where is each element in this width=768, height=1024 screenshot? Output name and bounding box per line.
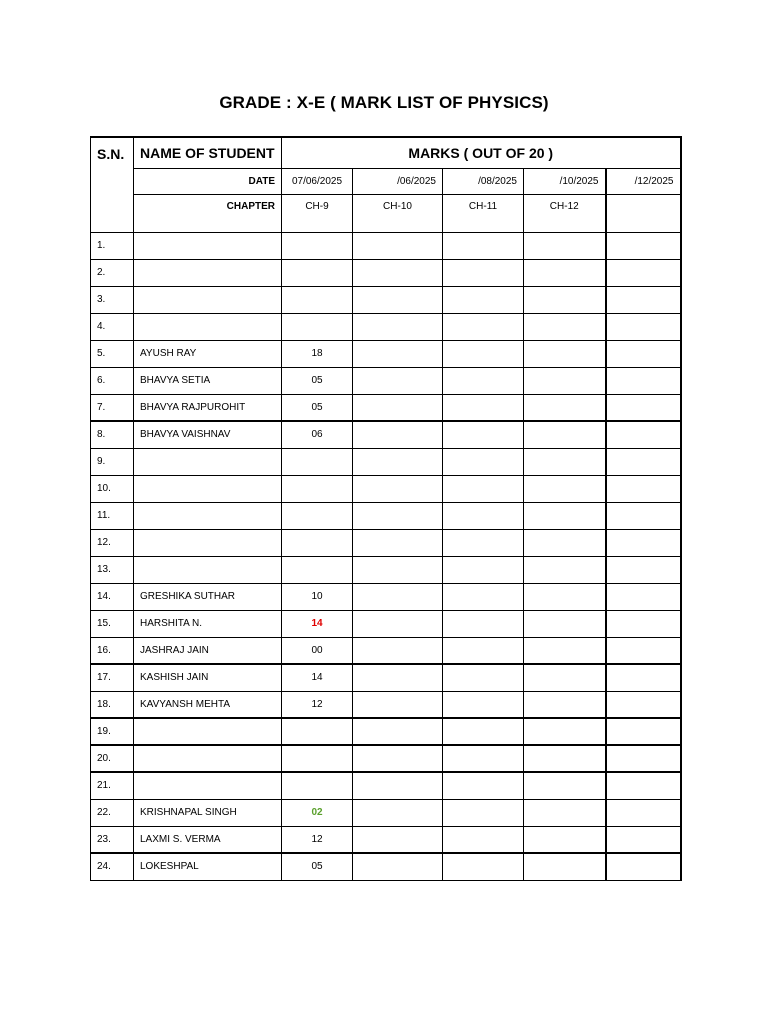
mark-cell[interactable]: 05	[282, 367, 353, 394]
mark-cell[interactable]	[282, 502, 353, 529]
table-row	[91, 853, 681, 880]
mark-cell[interactable]	[524, 556, 606, 583]
student-name-cell[interactable]: LOKESHPAL	[134, 853, 282, 880]
sn-cell: 8.	[91, 421, 134, 448]
mark-cell[interactable]	[353, 286, 443, 313]
table-row	[91, 529, 681, 556]
mark-cell[interactable]	[606, 340, 681, 367]
mark-cell[interactable]	[353, 853, 443, 880]
mark-cell[interactable]	[353, 664, 443, 691]
mark-cell[interactable]	[606, 367, 681, 394]
mark-cell[interactable]	[443, 232, 524, 259]
mark-cell[interactable]	[524, 529, 606, 556]
mark-cell[interactable]	[353, 772, 443, 799]
mark-cell[interactable]: 12	[282, 826, 353, 853]
sn-cell: 21.	[91, 772, 134, 799]
mark-cell[interactable]	[353, 799, 443, 826]
mark-cell[interactable]	[606, 475, 681, 502]
mark-cell[interactable]	[606, 664, 681, 691]
page-title: GRADE : X-E ( MARK LIST OF PHYSICS)	[219, 93, 549, 112]
table-row	[91, 502, 681, 529]
mark-cell[interactable]	[524, 448, 606, 475]
mark-cell[interactable]	[353, 637, 443, 664]
mark-cell[interactable]: 12	[282, 691, 353, 718]
table-row	[91, 421, 681, 448]
mark-cell[interactable]	[524, 718, 606, 745]
table-row	[91, 637, 681, 664]
mark-cell[interactable]	[443, 529, 524, 556]
name-header: NAME OF STUDENT	[134, 137, 282, 168]
sn-cell: 4.	[91, 313, 134, 340]
mark-cell[interactable]: 18	[282, 340, 353, 367]
student-name-cell[interactable]	[134, 718, 282, 745]
mark-cell[interactable]	[353, 448, 443, 475]
mark-cell[interactable]	[282, 475, 353, 502]
student-name-cell[interactable]: JASHRAJ JAIN	[134, 637, 282, 664]
student-name-cell[interactable]	[134, 448, 282, 475]
header-row	[91, 137, 681, 168]
date-cell[interactable]: /08/2025	[443, 168, 524, 194]
mark-cell[interactable]	[282, 718, 353, 745]
date-label: DATE	[134, 168, 282, 194]
student-name-cell[interactable]	[134, 772, 282, 799]
mark-cell[interactable]	[443, 853, 524, 880]
sn-cell: 3.	[91, 286, 134, 313]
sn-cell: 6.	[91, 367, 134, 394]
student-name-cell[interactable]	[134, 259, 282, 286]
mark-cell[interactable]	[353, 367, 443, 394]
date-cell[interactable]: /06/2025	[353, 168, 443, 194]
student-name-cell[interactable]: BHAVYA VAISHNAV	[134, 421, 282, 448]
mark-cell[interactable]	[606, 502, 681, 529]
mark-cell[interactable]	[606, 745, 681, 772]
chapter-cell[interactable]: CH-11	[443, 194, 524, 232]
mark-cell[interactable]	[443, 610, 524, 637]
mark-cell[interactable]	[443, 286, 524, 313]
table-row	[91, 313, 681, 340]
mark-cell[interactable]	[524, 583, 606, 610]
mark-cell[interactable]	[606, 232, 681, 259]
mark-cell[interactable]	[282, 313, 353, 340]
mark-cell[interactable]	[524, 475, 606, 502]
date-cell[interactable]: /10/2025	[524, 168, 606, 194]
mark-cell[interactable]	[282, 232, 353, 259]
mark-cell[interactable]	[524, 610, 606, 637]
mark-cell[interactable]	[606, 637, 681, 664]
mark-cell[interactable]	[353, 691, 443, 718]
table-row	[91, 583, 681, 610]
table-row	[91, 556, 681, 583]
sn-header: S.N.	[91, 137, 134, 232]
mark-cell[interactable]	[606, 286, 681, 313]
mark-cell[interactable]	[443, 313, 524, 340]
sn-cell: 10.	[91, 475, 134, 502]
table-row	[91, 772, 681, 799]
mark-cell[interactable]	[443, 394, 524, 421]
sn-cell: 14.	[91, 583, 134, 610]
mark-cell[interactable]	[443, 367, 524, 394]
mark-cell[interactable]	[524, 502, 606, 529]
mark-cell[interactable]	[524, 745, 606, 772]
sn-cell: 5.	[91, 340, 134, 367]
mark-cell[interactable]	[524, 394, 606, 421]
mark-cell[interactable]: 06	[282, 421, 353, 448]
mark-cell[interactable]	[524, 421, 606, 448]
mark-list-table	[90, 136, 682, 881]
student-name-cell[interactable]: GRESHIKA SUTHAR	[134, 583, 282, 610]
mark-cell[interactable]	[443, 664, 524, 691]
mark-cell[interactable]	[443, 799, 524, 826]
mark-cell[interactable]	[443, 259, 524, 286]
mark-cell[interactable]	[443, 718, 524, 745]
student-name-cell[interactable]	[134, 529, 282, 556]
mark-cell[interactable]	[282, 448, 353, 475]
student-name-cell[interactable]: BHAVYA RAJPUROHIT	[134, 394, 282, 421]
mark-cell[interactable]	[353, 394, 443, 421]
mark-cell[interactable]: 05	[282, 853, 353, 880]
mark-cell[interactable]: 14	[282, 664, 353, 691]
mark-cell[interactable]	[524, 664, 606, 691]
chapter-cell[interactable]: CH-12	[524, 194, 606, 232]
mark-cell[interactable]: 05	[282, 394, 353, 421]
table-row	[91, 691, 681, 718]
student-name-cell[interactable]	[134, 502, 282, 529]
mark-cell[interactable]	[353, 421, 443, 448]
mark-cell[interactable]	[524, 313, 606, 340]
sn-cell: 7.	[91, 394, 134, 421]
mark-cell[interactable]	[606, 421, 681, 448]
table-row	[91, 475, 681, 502]
sn-cell: 17.	[91, 664, 134, 691]
table-row	[91, 745, 681, 772]
mark-cell[interactable]	[353, 718, 443, 745]
mark-cell[interactable]	[606, 718, 681, 745]
table-row	[91, 826, 681, 853]
chapter-cell[interactable]	[606, 194, 681, 232]
mark-cell[interactable]	[282, 772, 353, 799]
mark-cell[interactable]	[606, 826, 681, 853]
mark-cell[interactable]	[282, 286, 353, 313]
student-name-cell[interactable]: HARSHITA N.	[134, 610, 282, 637]
mark-cell[interactable]	[353, 745, 443, 772]
table-row	[91, 799, 681, 826]
student-name-cell[interactable]: BHAVYA SETIA	[134, 367, 282, 394]
mark-cell[interactable]	[606, 583, 681, 610]
student-name-cell[interactable]: LAXMI S. VERMA	[134, 826, 282, 853]
sn-cell: 13.	[91, 556, 134, 583]
student-name-cell[interactable]: KASHISH JAIN	[134, 664, 282, 691]
mark-cell[interactable]	[443, 583, 524, 610]
mark-cell[interactable]	[606, 691, 681, 718]
mark-cell[interactable]	[606, 313, 681, 340]
mark-cell[interactable]	[606, 448, 681, 475]
mark-cell[interactable]	[606, 772, 681, 799]
mark-cell[interactable]	[524, 826, 606, 853]
mark-cell[interactable]	[524, 691, 606, 718]
student-name-cell[interactable]: KAVYANSH MEHTA	[134, 691, 282, 718]
mark-cell[interactable]	[443, 502, 524, 529]
mark-cell[interactable]	[443, 745, 524, 772]
mark-cell[interactable]	[524, 772, 606, 799]
table-row	[91, 367, 681, 394]
mark-cell[interactable]	[353, 340, 443, 367]
sn-cell: 1.	[91, 232, 134, 259]
mark-cell[interactable]	[443, 340, 524, 367]
mark-cell[interactable]	[524, 340, 606, 367]
sn-cell: 15.	[91, 610, 134, 637]
sn-cell: 23.	[91, 826, 134, 853]
mark-cell[interactable]	[282, 259, 353, 286]
table-row	[91, 340, 681, 367]
table-row	[91, 448, 681, 475]
student-name-cell[interactable]: KRISHNAPAL SINGH	[134, 799, 282, 826]
mark-cell[interactable]	[353, 826, 443, 853]
sn-cell: 9.	[91, 448, 134, 475]
sn-cell: 16.	[91, 637, 134, 664]
mark-cell[interactable]	[443, 448, 524, 475]
chapter-cell[interactable]: CH-10	[353, 194, 443, 232]
mark-cell[interactable]: 10	[282, 583, 353, 610]
table-row	[91, 610, 681, 637]
date-cell[interactable]: /12/2025	[606, 168, 681, 194]
mark-cell[interactable]	[443, 421, 524, 448]
mark-cell[interactable]	[443, 556, 524, 583]
mark-cell[interactable]	[606, 610, 681, 637]
mark-cell[interactable]	[443, 772, 524, 799]
student-name-cell[interactable]	[134, 313, 282, 340]
table-row	[91, 664, 681, 691]
student-name-cell[interactable]	[134, 475, 282, 502]
sn-cell: 2.	[91, 259, 134, 286]
student-name-cell[interactable]	[134, 745, 282, 772]
mark-cell[interactable]	[353, 232, 443, 259]
mark-cell[interactable]	[353, 259, 443, 286]
mark-cell[interactable]	[353, 313, 443, 340]
chapter-label: CHAPTER	[134, 194, 282, 232]
table-row	[91, 286, 681, 313]
mark-cell[interactable]	[443, 475, 524, 502]
mark-cell[interactable]	[606, 529, 681, 556]
mark-cell[interactable]	[524, 286, 606, 313]
chapter-cell[interactable]: CH-9	[282, 194, 353, 232]
student-name-cell[interactable]	[134, 286, 282, 313]
mark-cell[interactable]	[606, 394, 681, 421]
sn-cell: 11.	[91, 502, 134, 529]
mark-cell[interactable]	[443, 826, 524, 853]
mark-cell[interactable]: 02	[282, 799, 353, 826]
mark-cell[interactable]	[524, 853, 606, 880]
mark-cell[interactable]	[353, 583, 443, 610]
mark-cell[interactable]: 00	[282, 637, 353, 664]
mark-cell[interactable]	[524, 367, 606, 394]
sn-cell: 24.	[91, 853, 134, 880]
mark-cell[interactable]	[524, 799, 606, 826]
mark-cell[interactable]	[282, 556, 353, 583]
table-row	[91, 394, 681, 421]
sn-cell: 20.	[91, 745, 134, 772]
table-row	[91, 259, 681, 286]
mark-cell[interactable]	[282, 529, 353, 556]
mark-cell[interactable]	[606, 799, 681, 826]
date-cell[interactable]: 07/06/2025	[282, 168, 353, 194]
table-row	[91, 718, 681, 745]
student-name-cell[interactable]: AYUSH RAY	[134, 340, 282, 367]
sn-cell: 22.	[91, 799, 134, 826]
sn-cell: 19.	[91, 718, 134, 745]
student-name-cell[interactable]	[134, 556, 282, 583]
mark-cell[interactable]	[524, 637, 606, 664]
mark-cell[interactable]	[353, 475, 443, 502]
mark-cell[interactable]: 14	[282, 610, 353, 637]
date-row	[91, 168, 681, 194]
mark-cell[interactable]	[443, 637, 524, 664]
mark-cell[interactable]	[524, 232, 606, 259]
sn-cell: 18.	[91, 691, 134, 718]
mark-cell[interactable]	[353, 556, 443, 583]
sn-cell: 12.	[91, 529, 134, 556]
mark-cell[interactable]	[353, 502, 443, 529]
chapter-row	[91, 194, 681, 232]
mark-cell[interactable]	[606, 556, 681, 583]
mark-cell[interactable]	[353, 529, 443, 556]
marks-header: MARKS ( OUT OF 20 )	[282, 137, 681, 168]
mark-cell[interactable]	[606, 259, 681, 286]
student-name-cell[interactable]	[134, 232, 282, 259]
table-row	[91, 232, 681, 259]
mark-cell[interactable]	[606, 853, 681, 880]
mark-cell[interactable]	[524, 259, 606, 286]
mark-cell[interactable]	[282, 745, 353, 772]
mark-cell[interactable]	[443, 691, 524, 718]
mark-cell[interactable]	[353, 610, 443, 637]
